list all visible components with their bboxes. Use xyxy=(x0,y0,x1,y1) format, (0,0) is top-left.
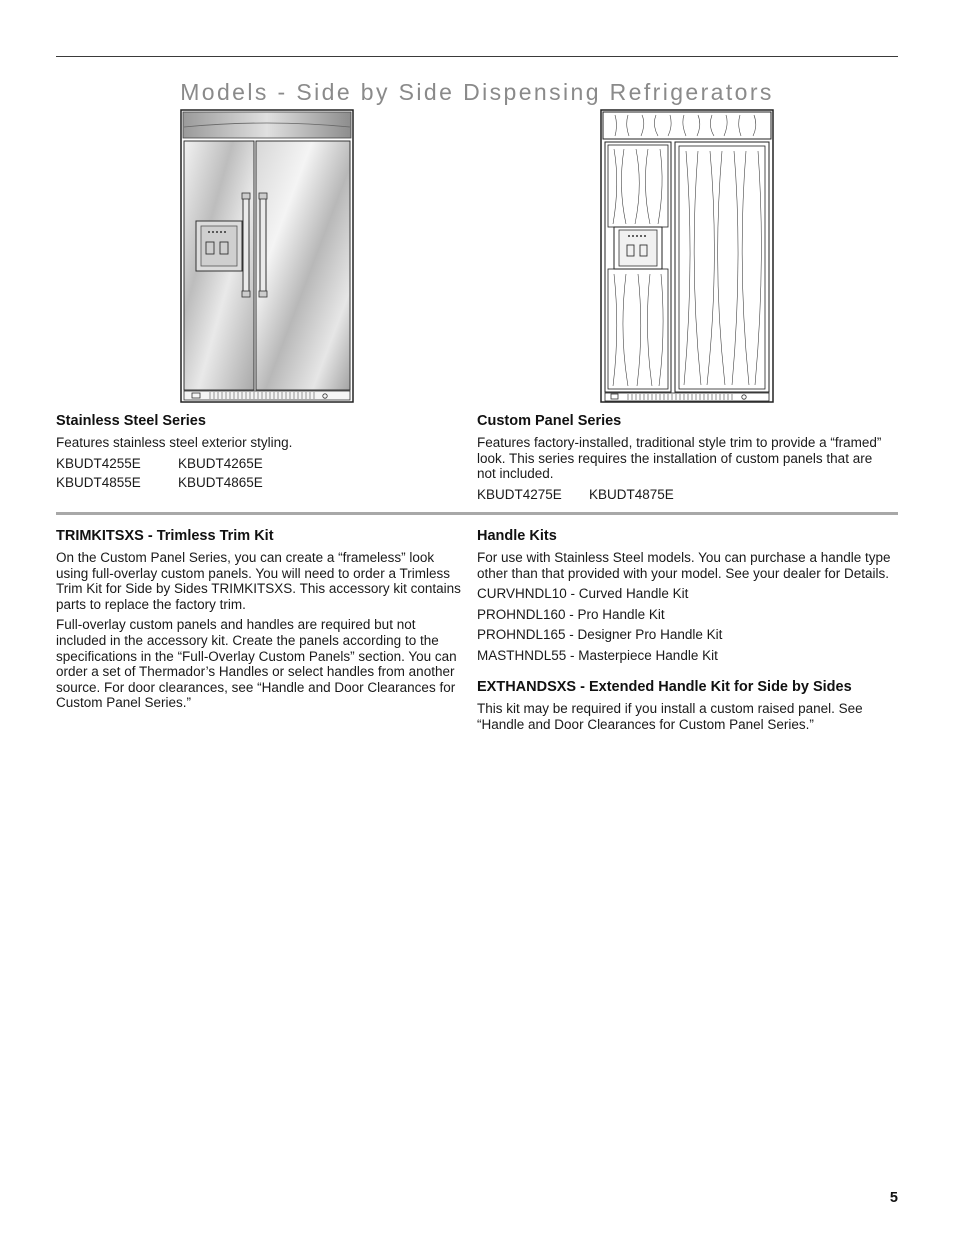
stainless-refrigerator-illustration xyxy=(180,109,354,405)
exthandsxs-description: This kit may be required if you install a custom raised panel. See “Handle and Door Clearances for Custom Panel Series.” xyxy=(477,701,863,732)
trimkit-paragraph-1: On the Custom Panel Series, you can create a “frameless” look using full-overlay custom panels. You will need to order a Trimless Trim Kit for Side by Sides TRIMKITSXS. This accessory kit contains parts to replace the factory trim. xyxy=(56,550,461,612)
model-row xyxy=(56,475,466,491)
exthandsxs-heading: EXTHANDSXS - Extended Handle Kit for Side by Sides xyxy=(477,679,852,696)
spacer xyxy=(477,668,897,678)
page-title: Models - Side by Side Dispensing Refrigerators xyxy=(180,79,774,106)
page-number: 5 xyxy=(889,1190,898,1206)
handle-kits-description: For use with Stainless Steel models. You can purchase a handle type other than that provided with your model. See your dealer for Details. xyxy=(477,550,891,581)
trimkit-paragraph-2: Full-overlay custom panels and handles are required but not included in the accessory kit. Create the panels according to the specifications in the “Full-Overlay Custom Panels” section. You can order a set of Thermador’s Handles or select handles from another source. For door clearances, see “Handle and Door Clearances for Custom Panel Series.” xyxy=(56,617,457,711)
model-row xyxy=(477,487,887,503)
model-number: KBUDT4255E xyxy=(56,455,141,471)
model-number: KBUDT4875E xyxy=(589,486,674,502)
custom-panel-heading: Custom Panel Series xyxy=(477,413,622,429)
stainless-steel-heading: Stainless Steel Series xyxy=(56,413,206,429)
handle-kits-section xyxy=(477,527,897,737)
stainless-steel-description: Features stainless steel exterior styling. xyxy=(56,435,293,450)
model-number: KBUDT4275E xyxy=(477,486,562,502)
handle-kit-item: MASTHNDL55 - Masterpiece Handle Kit xyxy=(477,647,718,663)
model-row xyxy=(56,456,466,472)
model-number: KBUDT4855E xyxy=(56,475,141,491)
handle-kit-item: CURVHNDL10 - Curved Handle Kit xyxy=(477,586,689,602)
handle-kit-item: PROHNDL165 - Designer Pro Handle Kit xyxy=(477,627,723,643)
custom-panel-refrigerator-illustration xyxy=(600,109,774,405)
model-number: KBUDT4865E xyxy=(178,475,263,491)
model-number: KBUDT4265E xyxy=(178,455,263,471)
trimkit-section xyxy=(56,527,466,716)
section-divider xyxy=(56,512,898,515)
top-rule xyxy=(56,56,898,57)
custom-panel-description: Features factory-installed, traditional style trim to provide a “framed” look. This series requires the installation of custom panels that are not included. xyxy=(477,435,882,482)
stainless-steel-section xyxy=(56,412,466,495)
trimkit-heading: TRIMKITSXS - Trimless Trim Kit xyxy=(56,528,274,544)
custom-panel-section xyxy=(477,412,887,506)
handle-kits-heading: Handle Kits xyxy=(477,528,557,544)
handle-kit-item: PROHNDL160 - Pro Handle Kit xyxy=(477,606,665,622)
